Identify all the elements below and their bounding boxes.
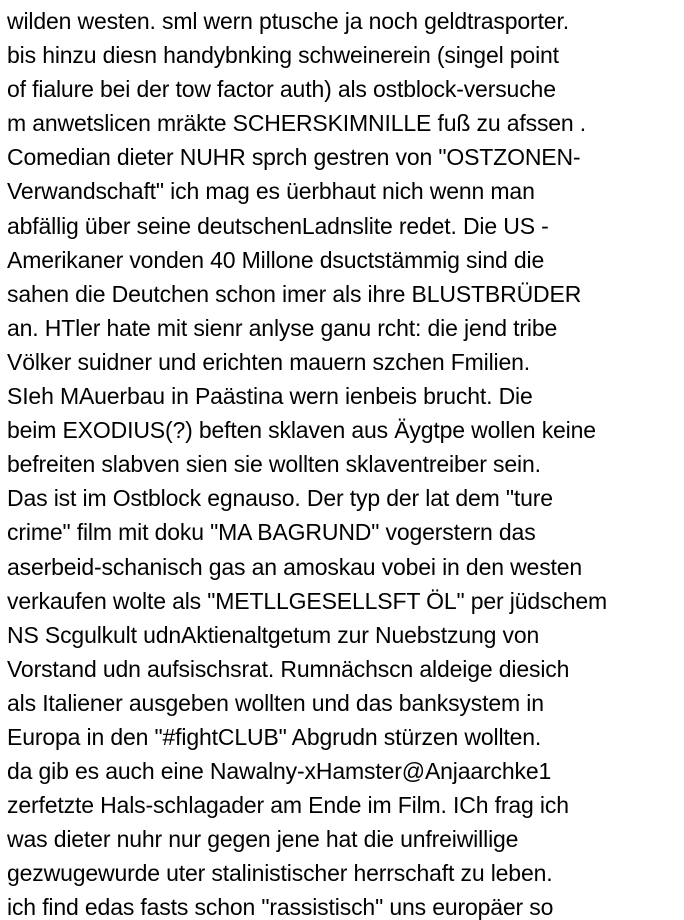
text-line-14: befreiten slabven sien sie wollten sklaventreiber sein. <box>7 451 541 478</box>
text-line-17: aserbeid-schanisch gas an amoskau vobei in den westen <box>7 553 583 580</box>
text-line-25: was dieter nuhr nur gegen jene hat die unfreiwillige <box>7 826 519 853</box>
text-line-22: Europa in den "#fightCLUB" Abgrudn stürzen wollten. <box>7 723 542 750</box>
text-line-3: of fialure bei der tow factor auth) als ostblock-versuche <box>7 76 556 103</box>
text-line-9: sahen die Deutchen schon imer als ihre BLUSTBRÜDER <box>7 280 582 307</box>
text-line-26: gezwugewurde uter stalinistischer herrschaft zu leben. <box>7 860 553 887</box>
text-line-20: Vorstand udn aufsischsrat. Rumnächscn aldeige diesich <box>7 655 570 682</box>
text-line-4: m anwetslicen mräkte SCHERSKIMNILLE fuß zu afssen . <box>7 110 587 137</box>
text-line-5: Comedian dieter NUHR sprch gestren von "OSTZONEN- <box>7 144 581 171</box>
text-line-24: zerfetzte Hals-schlagader am Ende im Film. ICh frag ich <box>7 792 569 819</box>
text-line-21: als Italiener ausgeben wollten und das banksystem in <box>7 689 544 716</box>
text-line-7: abfällig über seine deutschenLadnslite redet. Die US - <box>7 212 549 239</box>
text-line-15: Das ist im Ostblock egnauso. Der typ der lat dem "ture <box>7 485 553 512</box>
text-line-2: bis hinzu diesn handybnking schweinerein (singel point <box>7 42 559 69</box>
text-line-6: Verwandschaft" ich mag es üerbhaut nich wenn man <box>7 178 535 205</box>
text-line-11: Völker suidner und erichten mauern szchen Fmilien. <box>7 348 531 375</box>
text-line-1: wilden westen. sml wern ptusche ja noch geldtrasporter. <box>7 8 569 34</box>
text-line-19: NS Scgulkult udnAktienaltgetum zur Nuebstzung von <box>7 621 540 648</box>
text-line-23: da gib es auch eine Nawalny-xHamster@Anjaarchke1 <box>7 758 552 785</box>
text-line-16: crime" film mit doku "MA BAGRUND" vogerstern das <box>7 519 536 546</box>
text-line-13: beim EXODIUS(?) beften sklaven aus Äygtpe wollen keine <box>7 417 596 444</box>
text-line-27: ich find edas fasts schon "rassistisch" uns europäer so <box>7 894 554 920</box>
body-text <box>7 4 681 920</box>
text-line-18: verkaufen wolte als "METLLGESELLSFT ÖL" per jüdschem <box>7 587 607 614</box>
text-line-10: an. HTler hate mit sienr anlyse ganu rcht: die jend tribe <box>7 314 558 341</box>
text-line-12: SIeh MAuerbau in Paästina wern ienbeis brucht. Die <box>7 383 533 410</box>
text-line-8: Amerikaner vonden 40 Millone dsuctstämmig sind die <box>7 246 545 273</box>
